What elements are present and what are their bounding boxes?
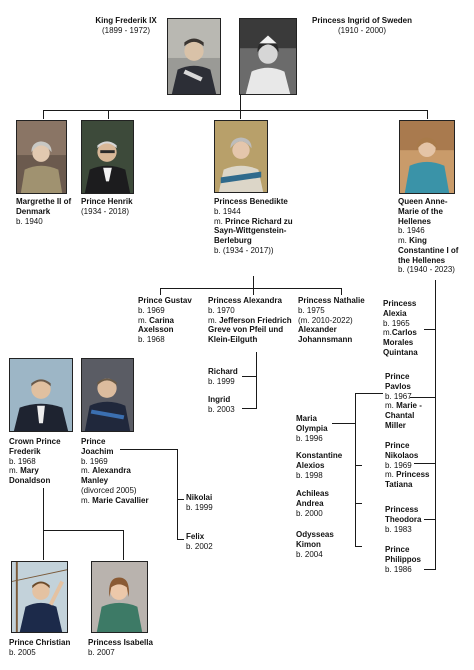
spouse-name: King Constantine I of the Hellenes: [398, 236, 459, 265]
person-name: Princess Theodora: [385, 505, 422, 524]
connector-line: [177, 449, 178, 539]
person-name: Prince Henrik: [81, 197, 133, 206]
person-prince-joachim: [81, 437, 177, 505]
person-name: Princess Alexandra: [208, 296, 282, 305]
person-name: Prince Gustav: [138, 296, 192, 305]
person-princess-theodora: [385, 505, 429, 534]
person-born: b. 1968: [9, 456, 36, 466]
person-anne-marie: [398, 197, 466, 275]
person-princess-isabella: [88, 638, 168, 658]
connector-line: [177, 539, 184, 540]
spouse-name: Marie - Chantal Miller: [385, 401, 422, 430]
person-name: Prince Pavlos: [385, 372, 411, 391]
connector-line: [43, 488, 44, 531]
connector-line: [43, 530, 44, 560]
connector-line: [160, 288, 161, 295]
person-achileas: [296, 489, 342, 518]
connector-line: [341, 288, 342, 295]
person-name: Felix: [186, 532, 205, 541]
person-prince-nikolaos: [385, 441, 433, 490]
connector-line: [427, 110, 428, 119]
marriage: m. Carina Axelsson: [138, 315, 175, 335]
person-prince-philippos: [385, 545, 429, 574]
spouse-name: Prince Richard zu Sayn-Wittgenstein-Berleburg: [214, 216, 293, 245]
connector-line: [43, 110, 44, 119]
person-maria-olympia: [296, 414, 336, 443]
person-born: b. 1946: [398, 226, 425, 236]
person-born: b. 1969: [385, 460, 412, 470]
person-name: Prince Christian: [9, 638, 71, 647]
connector-line: [240, 110, 241, 119]
connector-line: [435, 280, 436, 570]
person-name: King Frederik IX: [95, 16, 157, 25]
person-name: Nikolai: [186, 493, 213, 502]
portrait-crown-prince-frederik: [9, 358, 73, 432]
person-crown-prince-frederik: [9, 437, 79, 486]
spouse-name: Marie Cavallier: [92, 495, 149, 505]
connector-line: [253, 288, 254, 295]
marriage: m. Princess Tatiana: [385, 470, 430, 489]
person-king-frederik: [78, 16, 174, 36]
spouse-dates: b. (1934 - 2017)): [214, 245, 274, 255]
marriage: m. Marie - Chantal Miller: [385, 401, 422, 430]
person-prince-pavlos: [385, 372, 431, 431]
person-name: Princess Alexia: [383, 299, 417, 318]
person-born: b. 2003: [208, 404, 235, 414]
person-born: b. 1999: [186, 502, 213, 512]
person-born: b. 1969: [81, 456, 108, 466]
connector-line: [160, 288, 342, 289]
spouse-name: Alexandra Manley: [81, 466, 131, 485]
portrait-king-frederik: [167, 18, 221, 95]
person-born: b. 1983: [385, 524, 412, 534]
person-princess-ingrid: [302, 16, 422, 36]
connector-line: [355, 503, 362, 504]
person-born: b. 2002: [186, 541, 213, 551]
marriage: m.Carlos Morales Quintana: [383, 328, 418, 357]
spouse-dates: b. (1940 - 2023): [398, 265, 455, 275]
person-born: b. 2004: [296, 549, 323, 559]
spouse-name: Alexander Johannsmann: [298, 325, 353, 344]
person-name: Richard: [208, 367, 238, 376]
marriage: m. Mary Donaldson: [9, 466, 51, 485]
person-dates: (1934 - 2018): [81, 206, 130, 216]
portrait-prince-joachim: [81, 358, 134, 432]
portrait-princess-isabella: [91, 561, 148, 633]
person-born: b. 1944: [214, 206, 241, 216]
person-born: b. 2007: [88, 647, 115, 657]
connector-line: [43, 530, 124, 531]
portrait-prince-christian: [11, 561, 68, 633]
person-born: b. 2005: [9, 647, 36, 657]
person-name: Prince Joachim: [81, 437, 114, 456]
person-odysseas: [296, 530, 342, 559]
person-prince-christian: [9, 638, 85, 658]
person-name: Crown Prince Frederik: [9, 437, 61, 456]
marriage: m. Prince Richard zu Sayn-Wittgenstein-Berleburg: [214, 216, 293, 245]
person-name: Prince Nikolaos: [385, 441, 419, 460]
person-born: b. 1967: [385, 391, 412, 401]
portrait-benedikte: [214, 120, 268, 193]
person-born: b. 2000: [296, 508, 323, 518]
person-konstantine: [296, 451, 356, 480]
person-richard: [208, 367, 248, 387]
person-name: Odysseas Kimon: [296, 530, 334, 549]
connector-line: [355, 465, 362, 466]
connector-line: [355, 393, 383, 394]
person-name: Princess Ingrid of Sweden: [311, 16, 413, 25]
person-prince-gustav: [138, 296, 202, 345]
marriage: m. Jefferson Friedrich Greve von Pfeil und Klein-Eilguth: [208, 315, 292, 344]
person-henrik: [81, 197, 153, 217]
person-benedikte: [214, 197, 306, 256]
person-nikolai: [186, 493, 230, 513]
person-name: Princess Benedikte: [214, 197, 288, 206]
person-ingrid: [208, 395, 248, 415]
person-name: Konstantine Alexios: [296, 451, 343, 470]
spouse-name: Carlos Morales Quintana: [383, 328, 418, 357]
person-name: Prince Philippos: [385, 545, 421, 564]
person-born: b. 1996: [296, 433, 323, 443]
spouse-name: Jefferson Friedrich Greve von Pfeil und Klein-Eilguth: [208, 315, 292, 344]
person-born: b. 1975: [298, 305, 325, 315]
person-born: b. 1970: [208, 305, 235, 315]
person-name: Princess Isabella: [88, 638, 153, 647]
marriage: m. Alexandra Manley: [81, 466, 131, 485]
person-princess-alexia: [383, 299, 427, 358]
person-name: Achileas Andrea: [296, 489, 329, 508]
person-dates: (1899 - 1972): [101, 25, 151, 35]
person-name: Ingrid: [208, 395, 231, 404]
connector-line: [123, 530, 124, 560]
person-name: Queen Anne-Marie of the Hellenes: [398, 197, 448, 226]
portrait-margrethe: [16, 120, 67, 194]
person-born: b. 1999: [208, 376, 235, 386]
person-margrethe: [16, 197, 76, 226]
person-born: b. 1965: [383, 318, 410, 328]
connector-line: [108, 110, 109, 119]
person-name: Maria Olympia: [296, 414, 328, 433]
person-name: Princess Nathalie: [298, 296, 365, 305]
person-born: b. 1940: [16, 216, 43, 226]
marriage: m. King Constantine I of the Hellenes: [398, 236, 459, 265]
spouse-born: b. 1968: [138, 335, 165, 344]
connector-line: [256, 352, 257, 409]
person-princess-nathalie: [298, 296, 380, 345]
spouse-name: Carina Axelsson: [138, 315, 175, 335]
divorce-note: (divorced 2005): [81, 485, 137, 495]
person-dates: (1910 - 2000): [337, 25, 387, 35]
person-name: Margrethe II of Denmark: [16, 197, 72, 216]
person-born: b. 1969: [138, 305, 165, 315]
person-princess-alexandra: [208, 296, 296, 345]
portrait-anne-marie: [399, 120, 455, 194]
person-born: b. 1986: [385, 564, 412, 574]
spouse-name: Mary Donaldson: [9, 466, 51, 485]
marriage: m. Marie Cavallier: [81, 495, 149, 505]
connector-line: [177, 499, 184, 500]
portrait-princess-ingrid: [239, 18, 297, 95]
spouse-name: Princess Tatiana: [385, 470, 430, 489]
connector-line: [43, 110, 427, 111]
portrait-henrik: [81, 120, 134, 194]
person-felix: [186, 532, 230, 552]
person-born: b. 1998: [296, 470, 323, 480]
marriage-dates: (m. 2010-2022): [298, 315, 353, 325]
connector-line: [355, 546, 362, 547]
